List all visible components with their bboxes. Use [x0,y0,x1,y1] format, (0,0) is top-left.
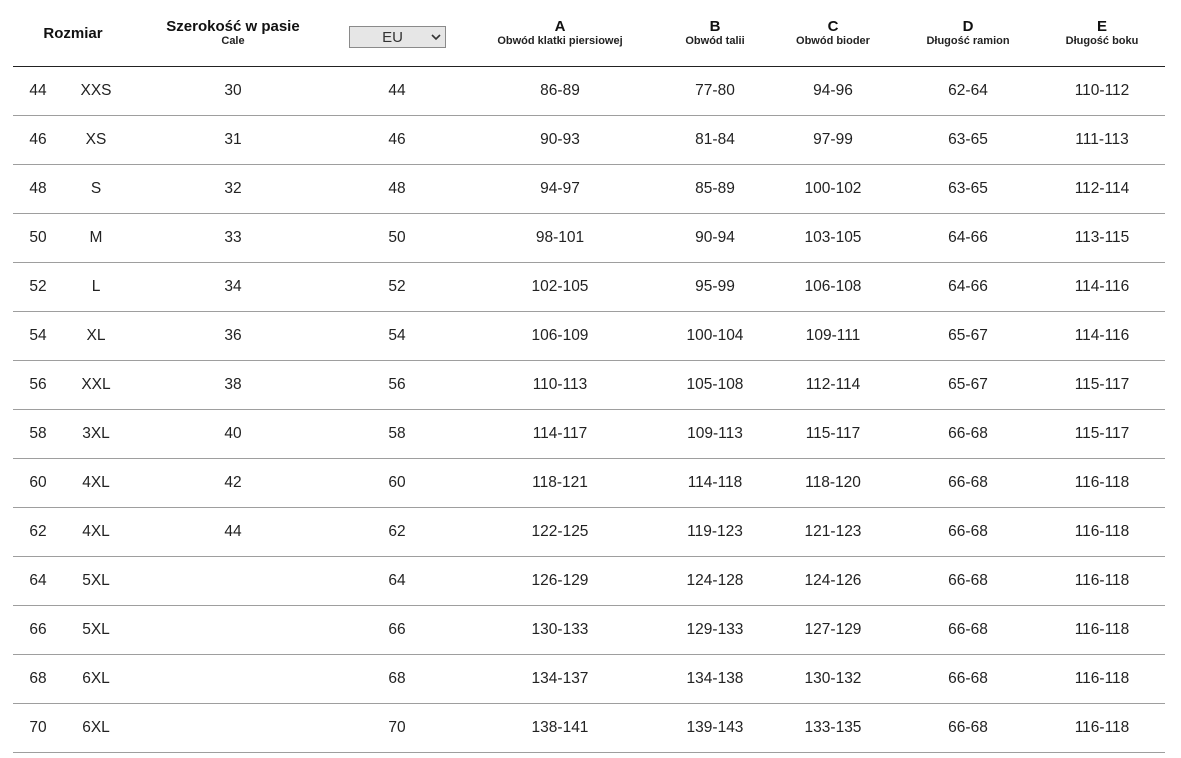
waist-cell: 81-84 [695,131,735,148]
region-size-cell: 56 [388,376,406,393]
size-letter-cell: 3XL [82,425,110,442]
table-header [13,0,1165,67]
table-row [13,606,1165,655]
shoulder-length-cell: 65-67 [948,376,988,393]
size-letter-cell: XXL [81,376,111,393]
region-size-cell: 48 [388,180,406,197]
size-eu-cell: 64 [29,572,47,589]
size-eu-cell: 62 [29,523,47,540]
size-eu-cell: 48 [29,180,47,197]
waist-inch-cell [183,704,283,752]
side-length-cell: 110-112 [1074,82,1130,99]
size-letter-cell: 5XL [82,572,110,589]
waist-cell: 90-94 [695,229,735,246]
size-eu-cell: 56 [29,376,47,393]
header-b-desc: Obwód talii [685,35,745,47]
hips-cell: 115-117 [805,425,861,442]
hips-cell: 133-135 [804,719,862,736]
side-length-cell: 115-117 [1074,376,1130,393]
size-eu-cell: 60 [29,474,47,491]
size-letter-cell: XS [85,131,107,148]
header-size-label: Rozmiar [43,24,103,42]
size-eu-cell: 68 [29,670,47,687]
size-eu-cell: 58 [29,425,47,442]
region-size-cell: 60 [388,474,406,491]
region-size-cell: 64 [388,572,406,589]
shoulder-length-cell: 66-68 [948,719,988,736]
shoulder-length-cell: 63-65 [948,131,988,148]
size-eu-cell: 46 [29,131,47,148]
table-row [13,508,1165,557]
chest-cell: 138-141 [531,719,589,736]
chest-cell: 122-125 [531,523,589,540]
side-length-cell: 114-116 [1074,327,1130,344]
chest-cell: 118-121 [532,474,588,491]
size-chart-table [13,0,1165,753]
side-length-cell: 112-114 [1074,180,1130,197]
waist-inch-cell [183,655,283,703]
side-length-cell: 115-117 [1074,425,1130,442]
table-row [13,116,1165,165]
waist-cell: 109-113 [687,425,743,442]
chevron-down-icon [427,27,445,47]
side-length-cell: 116-118 [1074,670,1130,687]
header-e [1042,0,1162,66]
shoulder-length-cell: 66-68 [948,425,988,442]
region-size-cell: 54 [388,327,406,344]
size-letter-cell: 4XL [82,474,110,491]
header-size [13,0,133,66]
region-size-cell: 70 [388,719,406,736]
waist-inch-cell: 44 [224,523,242,540]
region-size-cell: 58 [388,425,406,442]
waist-inch-cell: 34 [224,278,242,295]
table-row [13,263,1165,312]
waist-cell: 139-143 [686,719,744,736]
hips-cell: 106-108 [804,278,862,295]
waist-cell: 129-133 [686,621,744,638]
size-eu-cell: 50 [29,229,47,246]
region-size-cell: 68 [388,670,406,687]
region-size-cell: 46 [388,131,406,148]
size-eu-cell: 54 [29,327,47,344]
waist-inch-cell [183,557,283,605]
waist-cell: 85-89 [695,180,735,197]
shoulder-length-cell: 65-67 [948,327,988,344]
waist-inch-cell: 40 [224,425,242,442]
size-letter-cell: S [90,180,102,197]
chest-cell: 94-97 [540,180,580,197]
side-length-cell: 116-118 [1074,621,1130,638]
hips-cell: 124-126 [804,572,862,589]
header-c-desc: Obwód bioder [796,35,870,47]
size-letter-cell: XXS [80,82,112,99]
shoulder-length-cell: 64-66 [948,229,988,246]
table-row [13,214,1165,263]
chest-cell: 86-89 [540,82,580,99]
shoulder-length-cell: 66-68 [948,474,988,491]
chest-cell: 126-129 [531,572,589,589]
header-d [908,0,1028,66]
hips-cell: 97-99 [813,131,853,148]
waist-inch-cell: 32 [224,180,242,197]
table-row [13,557,1165,606]
waist-inch-cell: 42 [224,474,242,491]
waist-cell: 114-118 [687,474,743,491]
region-size-cell: 44 [388,82,406,99]
size-letter-cell: 6XL [82,670,110,687]
table-row [13,165,1165,214]
size-letter-cell: 6XL [82,719,110,736]
side-length-cell: 116-118 [1074,474,1130,491]
header-e-letter: E [1096,18,1107,35]
hips-cell: 118-120 [805,474,861,491]
waist-cell: 134-138 [686,670,744,687]
side-length-cell: 116-118 [1074,572,1130,589]
table-row [13,361,1165,410]
table-row [13,459,1165,508]
waist-inch-cell [183,606,283,654]
table-row [13,67,1165,116]
waist-cell: 124-128 [686,572,744,589]
header-b [665,0,765,66]
hips-cell: 103-105 [804,229,862,246]
region-size-cell: 52 [388,278,406,295]
hips-cell: 127-129 [804,621,862,638]
waist-inch-cell: 31 [224,131,242,148]
header-a-desc: Obwód klatki piersiowej [497,35,623,47]
size-letter-cell: XL [86,327,106,344]
waist-cell: 95-99 [695,278,735,295]
chest-cell: 130-133 [531,621,589,638]
chest-cell: 106-109 [531,327,589,344]
shoulder-length-cell: 66-68 [948,572,988,589]
header-c [773,0,893,66]
chest-cell: 98-101 [535,229,585,246]
hips-cell: 109-111 [805,327,861,344]
size-letter-cell: 5XL [82,621,110,638]
waist-cell: 100-104 [686,327,744,344]
waist-cell: 77-80 [695,82,735,99]
chest-cell: 134-137 [531,670,589,687]
side-length-cell: 116-118 [1074,523,1130,540]
hips-cell: 94-96 [813,82,853,99]
chest-cell: 90-93 [540,131,580,148]
chest-cell: 102-105 [531,278,589,295]
hips-cell: 100-102 [804,180,862,197]
header-a [480,0,640,66]
header-waist-unit: Cale [221,35,245,47]
size-region-select-value: EU [382,28,403,46]
shoulder-length-cell: 62-64 [948,82,988,99]
side-length-cell: 113-115 [1074,229,1130,246]
chest-cell: 114-117 [532,425,588,442]
waist-inch-cell: 33 [224,229,242,246]
header-b-letter: B [709,18,721,35]
size-eu-cell: 44 [29,82,47,99]
table-body [13,67,1165,753]
waist-inch-cell: 36 [224,327,242,344]
table-row [13,312,1165,361]
side-length-cell: 116-118 [1074,719,1130,736]
header-d-desc: Długość ramion [926,35,1010,47]
table-row [13,655,1165,704]
waist-inch-cell: 30 [224,82,242,99]
header-waist [153,0,313,66]
header-c-letter: C [827,18,839,35]
region-size-cell: 66 [388,621,406,638]
header-waist-title: Szerokość w pasie [166,18,300,35]
shoulder-length-cell: 66-68 [948,670,988,687]
shoulder-length-cell: 66-68 [948,523,988,540]
size-region-select[interactable] [349,26,446,48]
size-eu-cell: 66 [29,621,47,638]
shoulder-length-cell: 63-65 [948,180,988,197]
shoulder-length-cell: 64-66 [948,278,988,295]
waist-cell: 105-108 [686,376,744,393]
side-length-cell: 114-116 [1074,278,1130,295]
table-row [13,704,1165,753]
region-size-cell: 62 [388,523,406,540]
size-letter-cell: 4XL [82,523,110,540]
size-eu-cell: 52 [29,278,47,295]
side-length-cell: 111-113 [1075,131,1129,148]
size-eu-cell: 70 [29,719,47,736]
waist-inch-cell: 38 [224,376,242,393]
chest-cell: 110-113 [532,376,588,393]
shoulder-length-cell: 66-68 [948,621,988,638]
header-e-desc: Długość boku [1065,35,1139,47]
table-row [13,410,1165,459]
hips-cell: 130-132 [804,670,862,687]
size-letter-cell: L [91,278,101,295]
hips-cell: 112-114 [805,376,861,393]
region-size-cell: 50 [388,229,406,246]
size-letter-cell: M [89,229,103,246]
hips-cell: 121-123 [804,523,862,540]
waist-cell: 119-123 [687,523,743,540]
header-d-letter: D [962,18,974,35]
header-a-letter: A [554,18,566,35]
